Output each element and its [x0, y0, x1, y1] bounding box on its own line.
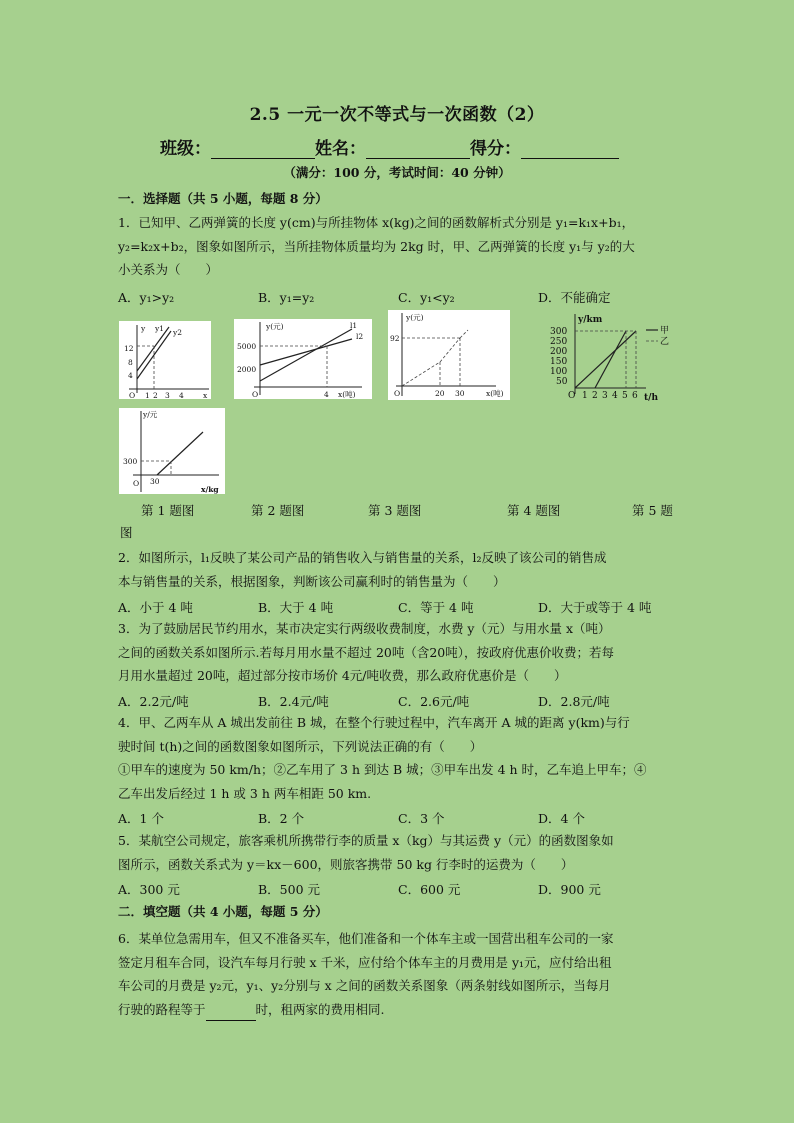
option-b[interactable]: B．大于 4 吨	[258, 600, 334, 615]
line-l1	[260, 329, 352, 381]
tick-2000: 2000	[237, 365, 257, 374]
tick-4x: 4	[179, 391, 184, 399]
option-a[interactable]: A．300 元	[118, 882, 180, 897]
tick-50: 50	[556, 377, 568, 387]
option-d[interactable]: D．4 个	[538, 811, 585, 826]
option-a[interactable]: A．小于 4 吨	[118, 600, 193, 615]
tick-6: 6	[632, 391, 638, 401]
question-line: y₂=k₂x+b₂，图象如图所示，当所挂物体质量均为 2kg 时，甲、乙两弹簧的长度 y₁与 y₂的大	[118, 238, 635, 254]
section-heading-fill: 二．填空题（共 4 小题，每题 5 分）	[118, 904, 328, 919]
q1-options	[118, 288, 678, 306]
figure-5	[119, 408, 225, 494]
option-c[interactable]: C．2.6元/吨	[398, 694, 470, 709]
tick-2: 2	[592, 391, 598, 401]
caption-3: 第 3 题图	[368, 503, 422, 518]
tick-5000: 5000	[237, 342, 257, 351]
line-end: 时，租两家的费用相同.	[255, 1001, 385, 1017]
origin-label: O	[394, 389, 401, 398]
x-axis-label: x(吨)	[338, 390, 356, 399]
figure-3	[388, 310, 510, 400]
tick-5: 5	[622, 391, 628, 401]
option-c[interactable]: C．等于 4 吨	[398, 600, 474, 615]
x-axis-label: x(吨)	[486, 389, 504, 398]
tick-300: 300	[123, 457, 138, 466]
y-axis-label: y/km	[578, 315, 603, 325]
origin-label: O	[129, 391, 136, 399]
tick-4: 4	[612, 391, 618, 401]
name-blank[interactable]	[366, 140, 470, 159]
x-axis-label: x/kg	[201, 485, 219, 494]
question-line: ①甲车的速度为 50 km/h；②乙车用了 3 h 到达 B 城；③甲车出发 4 h 时，乙车追上甲车；④	[118, 762, 647, 777]
line-l2	[260, 339, 352, 365]
tick-12: 12	[124, 344, 134, 353]
question-line: 本与销售量的关系，根据图象，判断该公司赢利时的销售量为（ ）	[118, 573, 506, 589]
tick-92: 92	[390, 334, 400, 343]
tick-1: 1	[582, 391, 588, 401]
question-5	[118, 829, 678, 876]
q3-options	[118, 692, 678, 710]
cost-line	[157, 432, 203, 475]
option-b[interactable]: B．2 个	[258, 811, 305, 826]
origin-label: O	[252, 390, 259, 399]
figure-4	[548, 312, 680, 402]
x-axis-label: t/h	[644, 393, 658, 402]
question-line: 2．如图所示，l₁反映了某公司产品的销售收入与销售量的关系，l₂反映了该公司的销售成	[118, 550, 607, 565]
line-start: 行驶的路程等于	[118, 1001, 206, 1017]
question-line: 小关系为（ ）	[118, 262, 219, 277]
option-d[interactable]: D．900 元	[538, 882, 601, 897]
option-b[interactable]: B．2.4元/吨	[258, 694, 329, 709]
caption-2: 第 2 题图	[251, 503, 305, 518]
answer-blank[interactable]	[206, 1006, 256, 1021]
origin-label: O	[133, 479, 140, 488]
tick-2: 2	[153, 391, 158, 399]
tick-3: 3	[165, 391, 170, 399]
q5-options	[118, 880, 678, 898]
question-line	[118, 998, 678, 1022]
caption-1: 第 1 题图	[141, 503, 195, 518]
label-l2: l2	[356, 332, 364, 341]
question-line: 5．某航空公司规定，旅客乘机所携带行李的质量 x（kg）与其运费 y（元）的函数图象如	[118, 833, 614, 848]
tick-4: 4	[324, 390, 329, 399]
question-line: 乙车出发后经过 1 h 或 3 h 两车相距 50 km.	[118, 785, 372, 801]
question-line: 驶时间 t(h)之间的函数图象如图所示，下列说法正确的有（ ）	[118, 738, 483, 754]
question-3	[118, 617, 678, 688]
legend-yi: 乙	[660, 337, 670, 347]
option-c[interactable]: C．600 元	[398, 882, 461, 897]
q2-options	[118, 598, 678, 616]
tick-4: 4	[128, 371, 133, 380]
y-axis-label: y/元	[143, 410, 158, 419]
question-line: 4．甲、乙两车从 A 城出发前往 B 城，在整个行驶过程中，汽车离开 A 城的距离 y(km)与行	[118, 715, 630, 730]
question-line: 6．某单位急需用车，但又不准备买车，他们准备和一个体车主或一国营出租车公司的一家	[118, 931, 614, 946]
origin-label: O	[568, 391, 576, 401]
tick-150: 150	[550, 357, 568, 367]
option-b[interactable]: B．y₁=y₂	[258, 290, 315, 305]
label-y2: y2	[173, 328, 183, 337]
legend-jia: 甲	[660, 326, 670, 336]
page-title: 2.5 一元一次不等式与一次函数（2）	[249, 105, 545, 125]
question-6	[118, 927, 678, 1021]
caption-5-cont: 图	[120, 525, 133, 540]
tick-30: 30	[455, 389, 465, 398]
option-d[interactable]: D．大于或等于 4 吨	[538, 600, 652, 615]
option-d[interactable]: D．不能确定	[538, 290, 611, 305]
segment-1	[402, 362, 440, 386]
figure-2	[234, 319, 372, 399]
tick-8: 8	[128, 358, 133, 367]
question-2	[118, 546, 678, 593]
question-line: 车公司的月费是 y₂元，y₁、y₂分别与 x 之间的函数关系图象（两条射线如图所示，当每月	[118, 978, 611, 993]
question-line: 签定月租车合同，设汽车每月行驶 x 千米，应付给个体车主的月费用是 y₁元，应付给出租	[118, 954, 612, 970]
x-axis-label: x	[203, 391, 208, 399]
question-line: 之间的函数关系如图所示.若每月用水量不超过 20吨（含20吨），按政府优惠价收费；若每	[118, 644, 615, 660]
q4-options	[118, 809, 678, 827]
tick-200: 200	[550, 347, 568, 357]
tick-100: 100	[550, 367, 568, 377]
caption-5: 第 5 题	[632, 503, 673, 518]
label-y1: y1	[155, 324, 165, 333]
option-c[interactable]: C．3 个	[398, 811, 445, 826]
option-c[interactable]: C．y₁<y₂	[398, 290, 455, 305]
score-label: 得分：	[470, 139, 521, 159]
question-line: 1．已知甲、乙两弹簧的长度 y(cm)与所挂物体 x(kg)之间的函数解析式分别是 y₁=k₁x+b₁，	[118, 215, 635, 230]
caption-4: 第 4 题图	[507, 503, 561, 518]
segment-2	[440, 338, 460, 362]
option-a[interactable]: A．y₁>y₂	[118, 290, 175, 305]
question-line: 3．为了鼓励居民节约用水，某市决定实行两级收费制度，水费 y（元）与用水量 x（吨）	[118, 621, 611, 636]
y-axis-label: y(元)	[406, 313, 424, 322]
option-d[interactable]: D．2.8元/吨	[538, 694, 610, 709]
option-b[interactable]: B．500 元	[258, 882, 321, 897]
score-blank[interactable]	[521, 140, 619, 159]
student-info-line	[160, 134, 619, 159]
option-a[interactable]: A．1 个	[118, 811, 164, 826]
class-label: 班级：	[160, 139, 211, 159]
section-heading-choice: 一．选择题（共 5 小题，每题 8 分）	[118, 191, 328, 206]
tick-30: 30	[150, 477, 160, 486]
class-blank[interactable]	[211, 140, 315, 159]
question-1	[118, 211, 678, 282]
y-axis-label: y(元)	[266, 322, 284, 331]
figure-1	[119, 321, 211, 399]
line-jia	[575, 331, 636, 388]
option-a[interactable]: A．2.2元/吨	[118, 694, 189, 709]
segment-2-ext	[460, 330, 468, 338]
tick-1: 1	[145, 391, 150, 399]
question-line: 图所示，函数关系式为 y＝kx－600，则旅客携带 50 kg 行李时的运费为（ ）	[118, 856, 574, 872]
tick-20: 20	[435, 389, 445, 398]
question-4	[118, 711, 678, 805]
y-axis-label: y	[141, 324, 146, 333]
tick-250: 250	[550, 337, 568, 347]
tick-3: 3	[602, 391, 608, 401]
line-yi	[595, 331, 626, 388]
line-y1	[137, 327, 169, 371]
exam-note: （满分：100 分，考试时间：40 分钟）	[283, 165, 511, 180]
question-line: 月用水量超过 20吨，超过部分按市场价 4元/吨收费，那么政府优惠价是（ ）	[118, 668, 567, 683]
tick-300: 300	[550, 327, 568, 337]
name-label: 姓名：	[315, 139, 366, 159]
label-l1: l1	[350, 321, 358, 330]
